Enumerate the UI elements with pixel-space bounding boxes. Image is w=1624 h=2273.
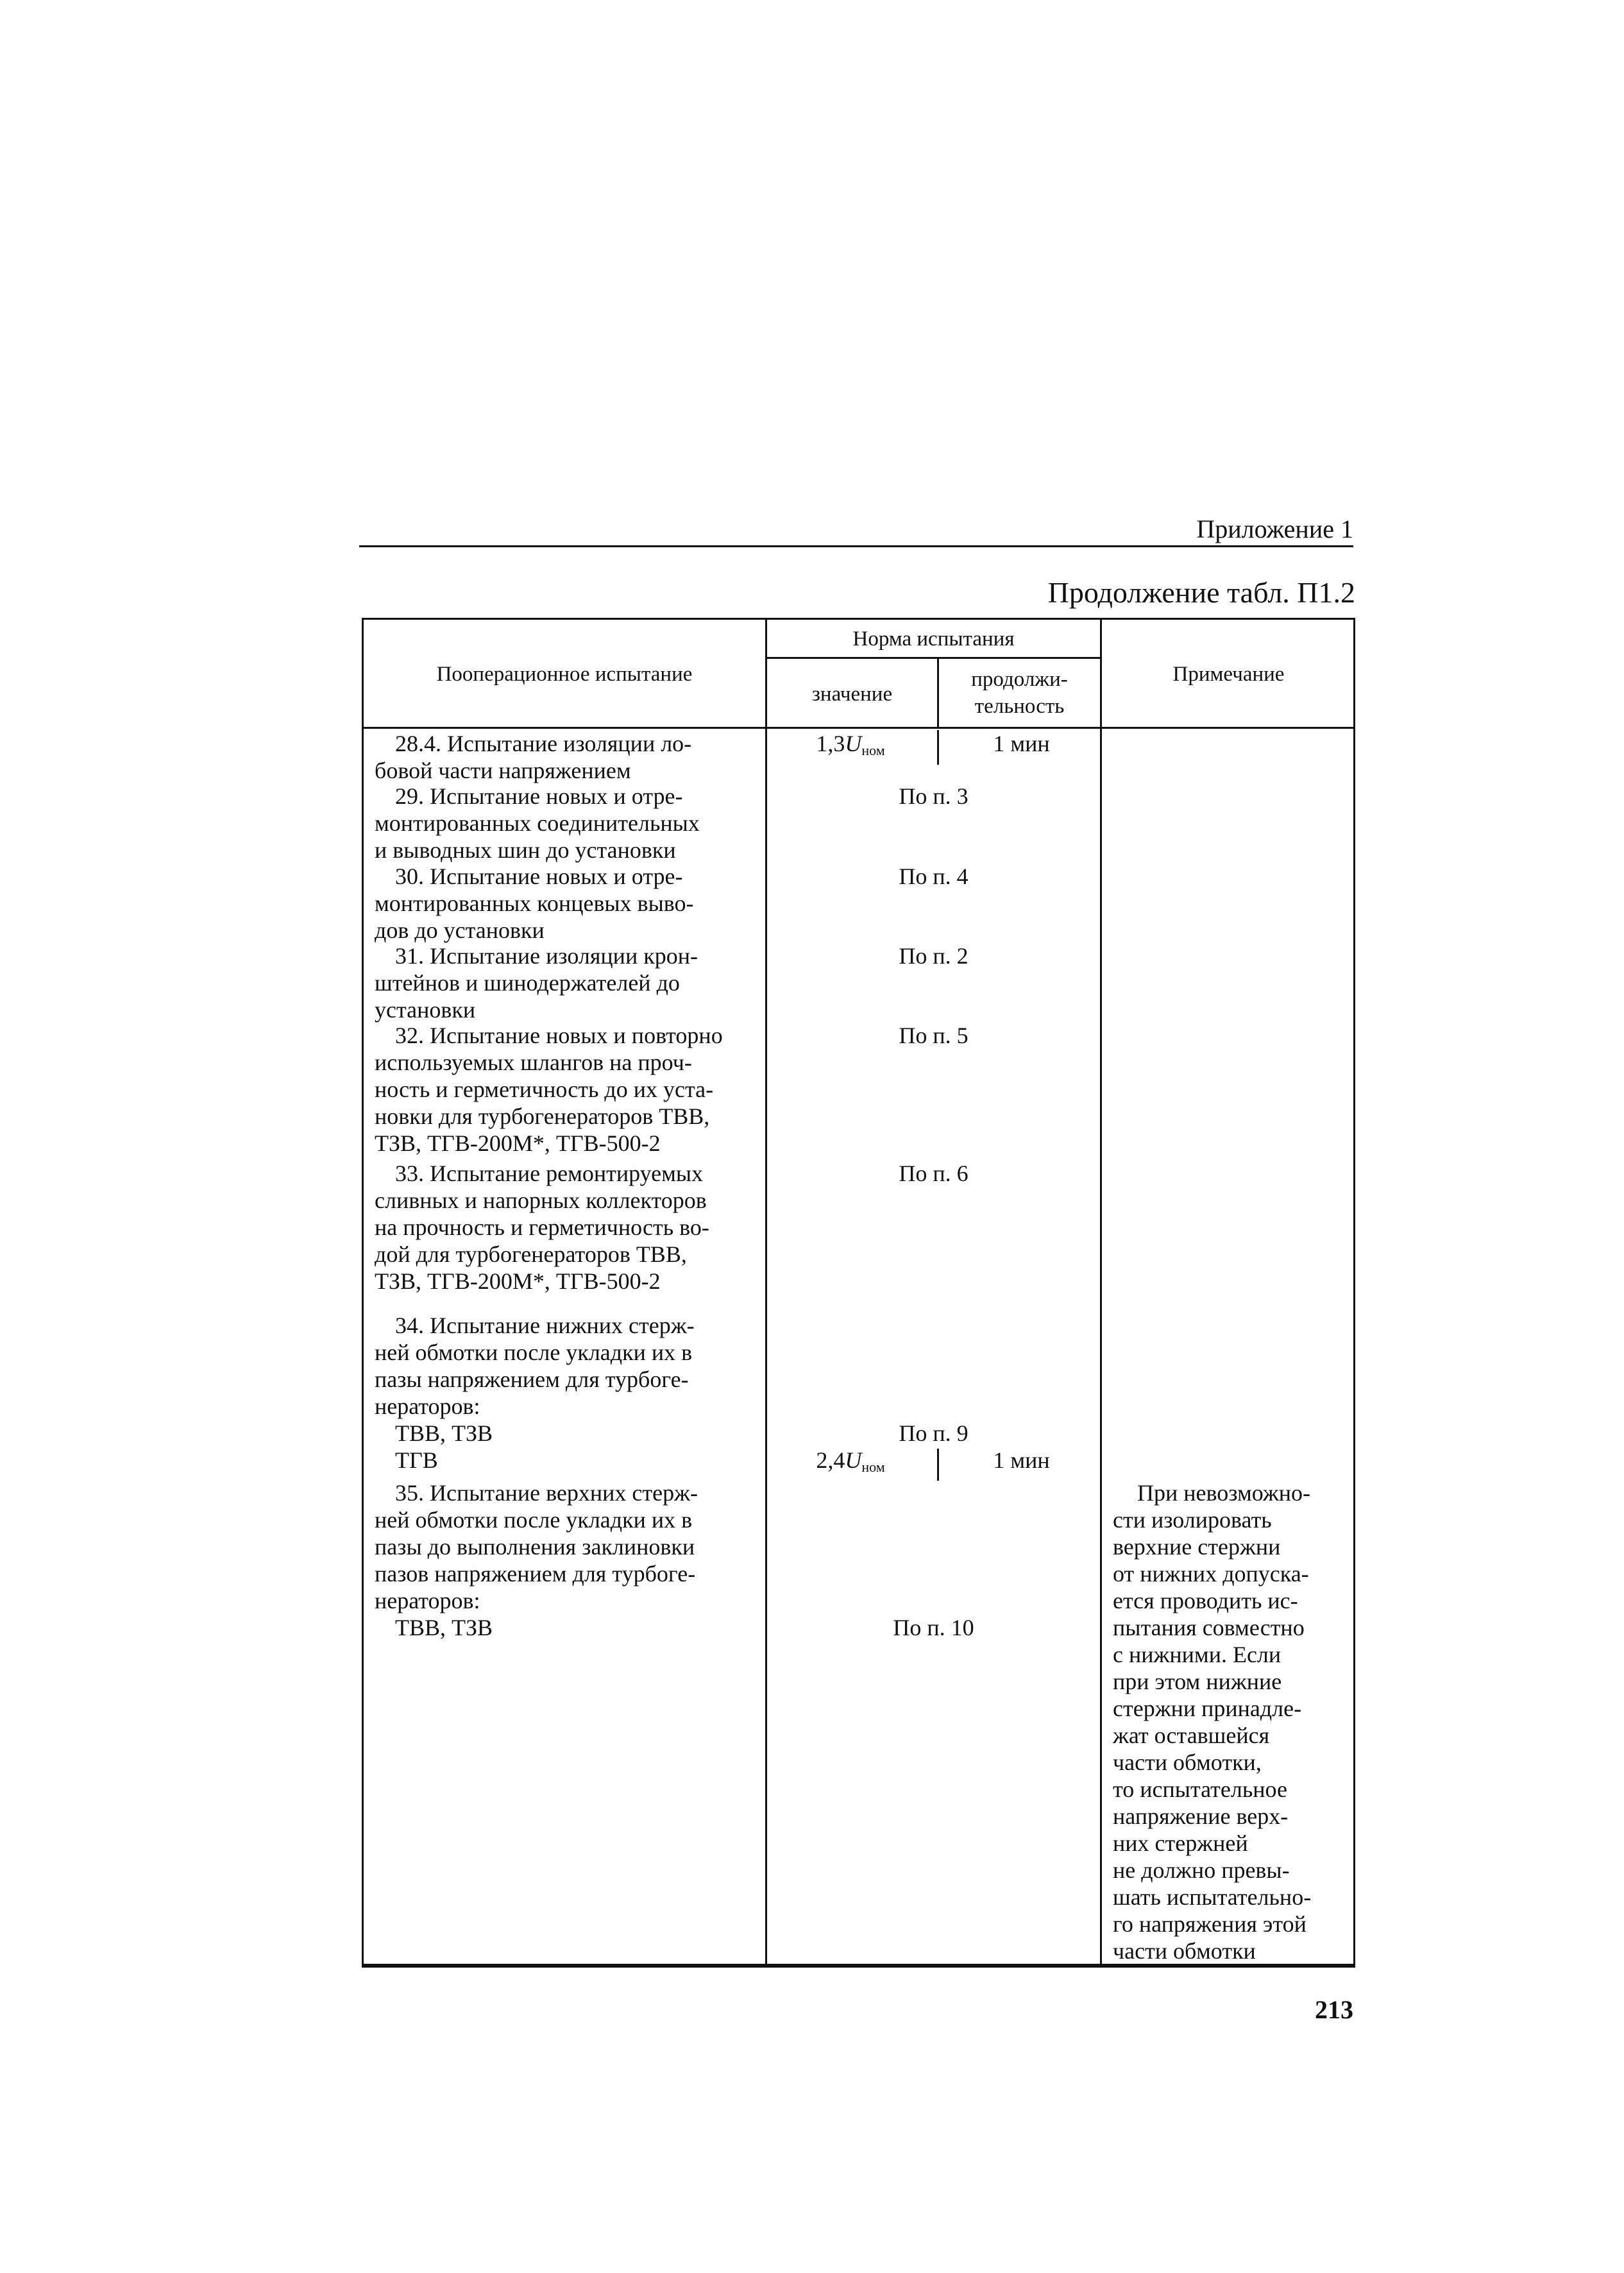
note-text [1113,1479,1350,1964]
note-line: сти изолировать [1113,1507,1272,1533]
row-line: 34. Испытание нижних стерж- [395,1313,695,1338]
row-line: установки [375,997,476,1023]
row-33-value: По п. 6 [899,1161,968,1186]
table-continuation-label: Продолжение табл. П1.2 [1047,576,1355,609]
value-duration-separator [937,1449,939,1481]
header-value: значение [811,683,893,706]
note-line: верхние стержни [1113,1534,1281,1560]
note-line: пытания совместно [1113,1615,1305,1640]
row-line: на прочность и герметичность во- [375,1214,709,1240]
row-31-test [375,942,759,1023]
row-34-sub-tgv-value [767,1447,934,1481]
row-line: 33. Испытание ремонтируемых [395,1161,704,1186]
row-28-4-value [767,730,934,764]
row-line: бовой части напряжением [375,758,631,783]
row-28-4-duration: 1 мин [993,731,1050,756]
note-line: жат оставшейся [1113,1723,1270,1748]
row-34-sub-tgv: ТГВ [395,1447,438,1473]
header-test: Пооперационное испытание [436,663,693,686]
note-line: при этом нижние [1113,1669,1282,1694]
row-line: дой для турбогенераторов ТВВ, [375,1241,687,1267]
row-30-test [375,863,759,944]
note-line: части обмотки, [1113,1749,1262,1775]
header-duration [939,666,1100,720]
row-line: монтированных соединительных [375,810,700,836]
note-line: то испытательное [1113,1776,1287,1802]
table-bottom-rule [362,1966,1355,1968]
note-line: го напряжения этой [1113,1911,1307,1937]
row-33-test [375,1160,759,1295]
row-line: ТЗВ, ТГВ-200М*, ТГВ-500-2 [375,1130,661,1156]
value-num: 2,4 [816,1447,845,1473]
row-34-sub-tvv-value: По п. 9 [899,1420,968,1446]
row-line: ность и герметичность до их уста- [375,1077,714,1102]
column-divider-1 [765,618,767,1966]
header-note: Примечание [1172,663,1285,686]
row-35-test [375,1479,759,1614]
header-norm: Норма испытания [852,627,1015,651]
row-line: новки для турбогенераторов ТВВ, [375,1103,710,1129]
row-line: 28.4. Испытание изоляции ло- [395,731,692,756]
note-line: При невозможно- [1137,1480,1310,1506]
header-duration-line2: тельность [974,695,1065,718]
row-28-4-test [375,730,759,784]
u-symbol: U [845,1447,862,1473]
row-line: используемых шлангов на проч- [375,1050,692,1075]
row-31-value: По п. 2 [899,943,968,969]
row-32-value: По п. 5 [899,1023,968,1048]
row-line: и выводных шин до установки [375,837,676,863]
row-line: монтированных концевых выво- [375,890,694,916]
row-line: нераторов: [375,1588,480,1613]
header-bottom-rule [362,727,1355,729]
row-35-sub-tvv: ТВВ, ТЗВ [395,1615,493,1640]
note-line: ется проводить ис- [1113,1588,1298,1613]
row-34-test [375,1312,759,1420]
value-num: 1,3 [816,731,845,756]
row-35-sub-tvv-value: По п. 10 [893,1615,974,1640]
note-line: от нижних допуска- [1113,1561,1309,1587]
row-34-sub-tvv: ТВВ, ТЗВ [395,1420,493,1446]
row-line: 31. Испытание изоляции крон- [395,943,698,969]
row-line: пазов напряжением для турбоге- [375,1561,696,1587]
appendix-label: Приложение 1 [1196,515,1353,543]
note-line: не должно превы- [1113,1857,1290,1883]
row-30-value: По п. 4 [899,864,968,889]
row-line: штейнов и шинодержателей до [375,970,680,996]
row-line: 35. Испытание верхних стерж- [395,1480,698,1506]
row-29-test [375,783,759,864]
note-line: шать испытательно- [1113,1884,1312,1910]
value-sub: ном [861,1459,885,1475]
row-line: 29. Испытание новых и отре- [395,783,683,809]
note-line: стержни принадле- [1113,1696,1302,1721]
row-32-test [375,1022,759,1157]
norm-header-rule [765,657,1100,659]
value-duration-separator [937,730,939,765]
row-line: ТЗВ, ТГВ-200М*, ТГВ-500-2 [375,1268,661,1294]
row-line: сливных и напорных коллекторов [375,1188,707,1213]
header-duration-line1: продолжи- [971,668,1068,691]
row-line: 32. Испытание новых и повторно [395,1023,723,1048]
row-line: ней обмотки после укладки их в [375,1340,693,1365]
row-line: пазы напряжением для турбоге- [375,1366,689,1392]
u-symbol: U [845,731,862,756]
row-line: пазы до выполнения заклиновки [375,1534,695,1560]
note-line: них стержней [1113,1830,1248,1856]
note-line: с нижними. Если [1113,1642,1281,1667]
row-29-value: По п. 3 [899,783,968,809]
row-line: 30. Испытание новых и отре- [395,864,683,889]
row-line: нераторов: [375,1393,480,1419]
header-rule [359,545,1353,547]
column-divider-2 [1100,618,1102,1966]
note-line: напряжение верх- [1113,1803,1289,1829]
row-34-sub-tgv-duration: 1 мин [993,1447,1050,1473]
value-sub: ном [861,742,885,758]
row-line: ней обмотки после укладки их в [375,1507,693,1533]
note-line: части обмотки [1113,1938,1256,1964]
page-number: 213 [1315,1995,1353,2024]
row-line: дов до установки [375,917,545,943]
